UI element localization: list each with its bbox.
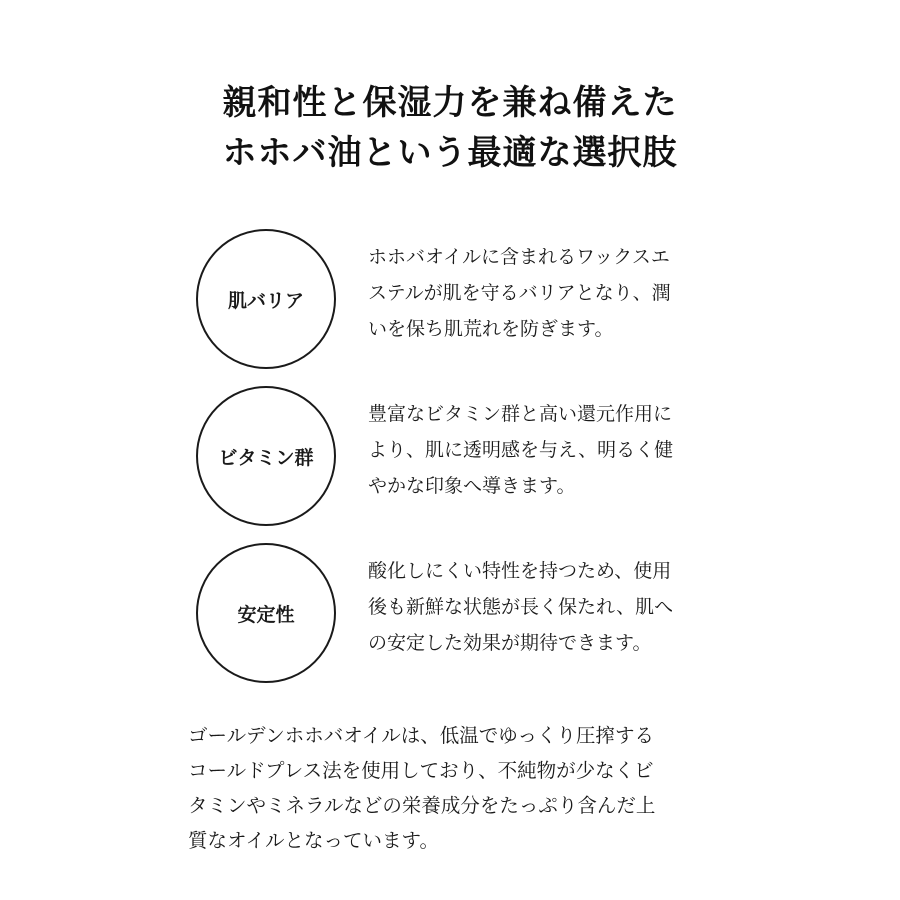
body-line: ゴールデンホホバオイルは、低温でゆっくり圧搾する [188, 724, 655, 747]
description-line: いを保ち肌荒れを防ぎます。 [368, 318, 614, 340]
feature-description [368, 553, 730, 661]
body-line: タミンやミネラルなどの栄養成分をたっぷり含んだ上 [188, 794, 656, 817]
body-line: コールドプレス法を使用しており、不純物が少なくビ [188, 759, 654, 782]
feature-circle-vitamins [196, 386, 336, 526]
body-paragraph [188, 718, 728, 858]
feature-label: 肌バリア [227, 289, 304, 312]
feature-skin-barrier [196, 229, 736, 369]
description-line: 後も新鮮な状態が長く保たれ、肌へ [368, 596, 674, 618]
description-line: より、肌に透明感を与え、明るく健 [368, 439, 674, 461]
feature-label: ビタミン群 [218, 446, 314, 469]
description-line: 豊富なビタミン群と高い還元作用に [368, 403, 673, 425]
title-line-1: 親和性と保湿力を兼ね備えた [222, 83, 678, 123]
feature-circle-stability [196, 543, 336, 683]
description-line: の安定した効果が期待できます。 [368, 632, 652, 654]
feature-description [368, 396, 730, 504]
body-line: 質なオイルとなっています。 [188, 829, 439, 852]
feature-label: 安定性 [237, 603, 295, 626]
page-title [0, 78, 900, 178]
description-line: やかな印象へ導きます。 [368, 475, 576, 497]
feature-vitamins [196, 386, 736, 526]
feature-circle-skin-barrier [196, 229, 336, 369]
title-line-2: ホホバ油という最適な選択肢 [222, 133, 678, 173]
description-line: ホホバオイルに含まれるワックスエ [368, 246, 670, 268]
feature-stability [196, 543, 736, 683]
feature-description [368, 239, 730, 347]
description-line: 酸化しにくい特性を持つため、使用 [368, 560, 672, 582]
description-line: ステルが肌を守るバリアとなり、潤 [368, 282, 671, 304]
